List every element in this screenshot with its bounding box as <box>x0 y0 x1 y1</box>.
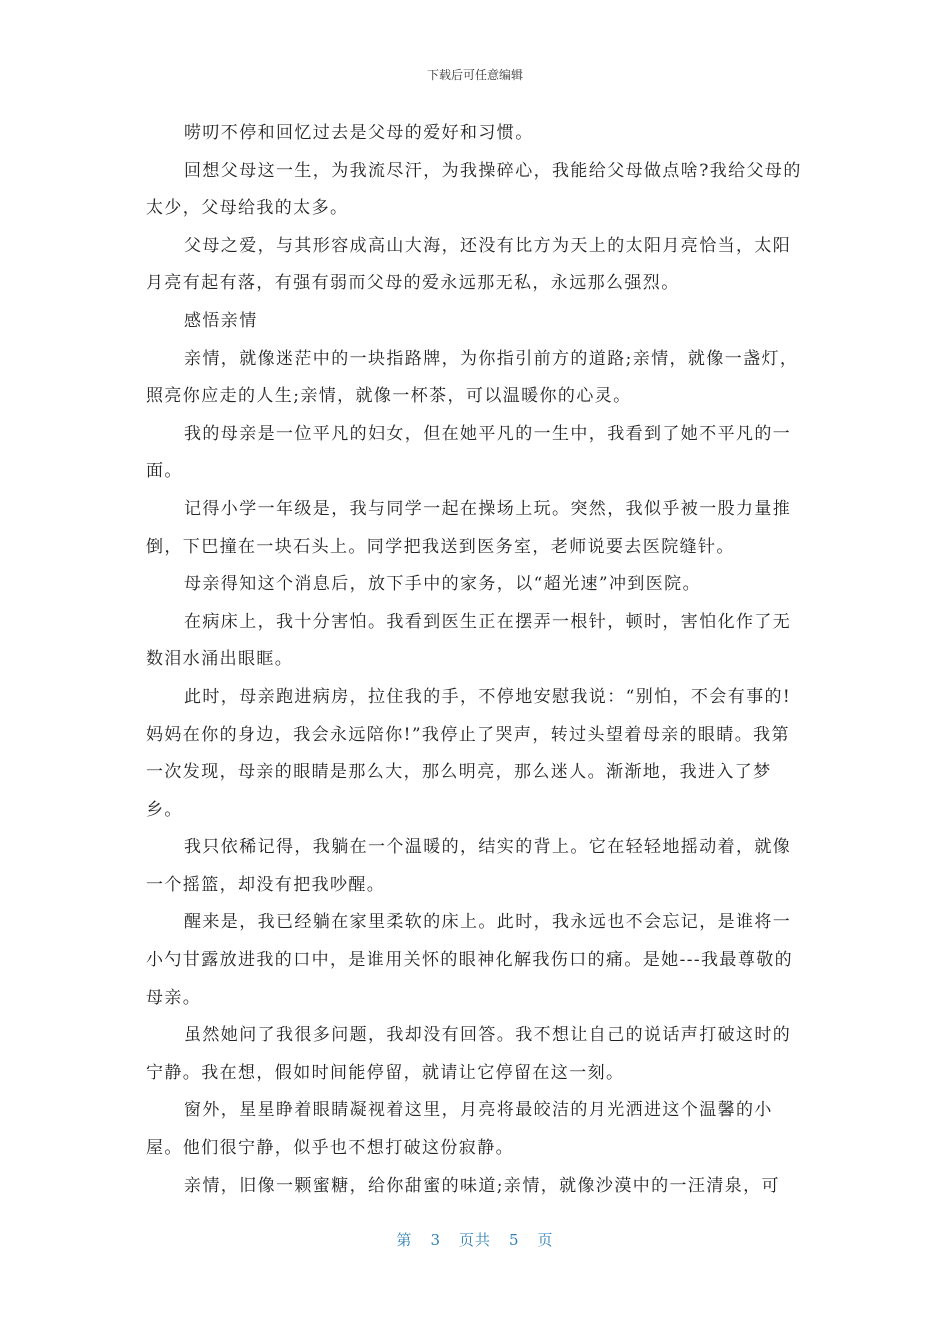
current-page-number: 3 <box>430 1231 441 1249</box>
paragraph: 我只依稀记得，我躺在一个温暖的，结实的背上。它在轻轻地摇动着，就像一个摇篮，却没有把我吵醒。 <box>146 837 792 895</box>
paragraph: 回想父母这一生，为我流尽汗，为我操碎心，我能给父母做点啥?我给父母的太少，父母给我的太多。 <box>146 160 802 219</box>
paragraph: 醒来是，我已经躺在家里柔软的床上。此时，我永远也不会忘记，是谁将一小勺甘露放进我的口中，是谁用关怀的眼神化解我伤口的痛。是她---我最尊敬的母亲。 <box>146 912 794 1008</box>
paragraph: 唠叨不停和回忆过去是父母的爱好和习惯。 <box>184 123 534 143</box>
paragraph: 亲情，就像迷茫中的一块指路牌，为你指引前方的道路;亲情，就像一盏灯，照亮你应走的人生;亲情，就像一杯茶，可以温暖你的心灵。 <box>146 348 799 407</box>
paragraph: 虽然她问了我很多问题，我却没有回答。我不想让自己的说话声打破这时的宁静。我在想，假如时间能停留，就请让它停留在这一刻。 <box>146 1025 792 1083</box>
page-label-mid: 页共 <box>458 1231 491 1249</box>
paragraph: 母亲得知这个消息后，放下手中的家务，以“超光速”冲到医院。 <box>184 574 701 595</box>
page-header: 下载后可任意编辑 <box>426 68 523 82</box>
page-label-prefix: 第 <box>396 1231 413 1249</box>
page-footer <box>0 1229 950 1250</box>
total-pages-number: 5 <box>509 1231 520 1249</box>
section-heading: 感悟亲情 <box>184 310 258 331</box>
paragraph: 在病床上，我十分害怕。我看到医生正在摆弄一根针，顿时，害怕化作了无数泪水涌出眼眶。 <box>146 611 792 670</box>
paragraph: 我的母亲是一位平凡的妇女，但在她平凡的一生中，我看到了她不平凡的一面。 <box>146 423 792 482</box>
paragraph: 记得小学一年级是，我与同学一起在操场上玩。突然，我似乎被一股力量推倒，下巴撞在一块石头上。同学把我送到医务室，老师说要去医院缝针。 <box>146 498 792 557</box>
paragraph: 此时，母亲跑进病房，拉住我的手，不停地安慰我说：“别怕，不会有事的!妈妈在你的身边，我会永远陪你!”我停止了哭声，转过头望着母亲的眼睛。我第一次发现，母亲的眼睛是那么大，那么明亮，那么迷人。渐渐地，我进入了梦乡。 <box>146 686 792 820</box>
paragraph: 亲情，旧像一颗蜜糖，给你甜蜜的味道;亲情，就像沙漠中的一汪清泉，可 <box>184 1175 780 1196</box>
paragraph: 父母之爱，与其形容成高山大海，还没有比方为天上的太阳月亮恰当，太阳月亮有起有落，有强有弱而父母的爱永远那无私，永远那么强烈。 <box>146 235 792 294</box>
document-body <box>146 115 806 1205</box>
paragraph: 窗外，星星睁着眼睛凝视着这里，月亮将最皎洁的月光洒进这个温馨的小屋。他们很宁静，似乎也不想打破这份寂静。 <box>146 1100 773 1159</box>
page-label-suffix: 页 <box>537 1231 554 1249</box>
